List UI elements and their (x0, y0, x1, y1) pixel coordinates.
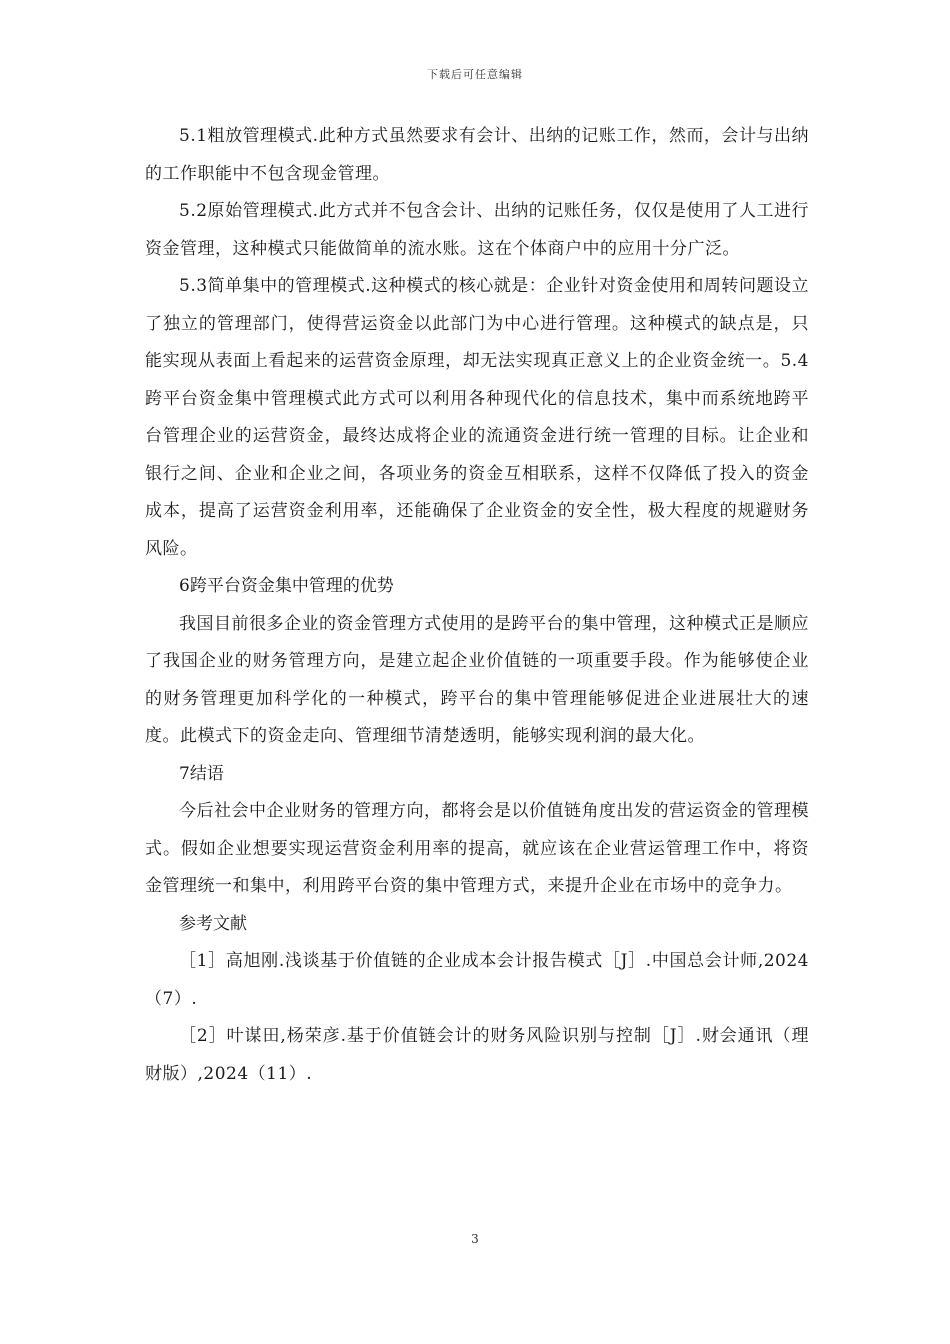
section-heading-6: 6跨平台资金集中管理的优势 (179, 576, 394, 596)
paragraph-5-1: 5.1粗放管理模式.此种方式虽然要求有会计、出纳的记账工作，然而，会计与出纳的工作职能中不包含现金管理。 (145, 126, 809, 184)
paragraph-6: 我国目前很多企业的资金管理方式使用的是跨平台的集中管理，这种模式正是顺应了我国企业的财务管理方向，是建立起企业价值链的一项重要手段。作为能够使企业的财务管理更加科学化的一种模式，跨平台的集中管理能够促进企业进展壮大的速度。此模式下的资金走向、管理细节清楚透明，能够实现利润的最大化。 (145, 613, 809, 746)
reference-2: ［2］叶谋田,杨荣彦.基于价值链会计的财务风险识别与控制［J］.财会通讯（理财版）,2024（11）. (145, 1026, 809, 1084)
paragraph-7: 今后社会中企业财务的管理方向，都将会是以价值链角度出发的营运资金的管理模式。假如企业想要实现运营资金利用率的提高，就应该在企业营运管理工作中，将资金管理统一和集中，利用跨平台资的集中管理方式，来提升企业在市场中的竞争力。 (145, 801, 809, 896)
paragraph-5-3: 5.3简单集中的管理模式.这种模式的核心就是：企业针对资金使用和周转问题设立了独立的管理部门，使得营运资金以此部门为中心进行管理。这种模式的缺点是，只能实现从表面上看起来的运营资金原理，却无法实现真正意义上的企业资金统一。5.4跨平台资金集中管理模式此方式可以利用各种现代化的信息技术，集中而系统地跨平台管理企业的运营资金，最终达成将企业的流通资金进行统一管理的目标。让企业和银行之间、企业和企业之间，各项业务的资金互相联系，这样不仅降低了投入的资金成本，提高了运营资金利用率，还能确保了企业资金的安全性，极大程度的规避财务风险。 (145, 276, 809, 559)
page-header: 下载后可任意编辑 (427, 68, 523, 81)
references-heading: 参考文献 (179, 913, 247, 934)
page-number: 3 (471, 1232, 479, 1246)
reference-1: ［1］高旭刚.浅谈基于价值链的企业成本会计报告模式［J］.中国总会计师,2024（7）. (145, 951, 809, 1009)
section-heading-7: 7结语 (179, 763, 224, 784)
paragraph-5-2: 5.2原始管理模式.此方式并不包含会计、出纳的记账任务，仅仅是使用了人工进行资金管理，这种模式只能做简单的流水账。这在个体商户中的应用十分广泛。 (145, 201, 809, 259)
document-body (145, 118, 809, 1093)
